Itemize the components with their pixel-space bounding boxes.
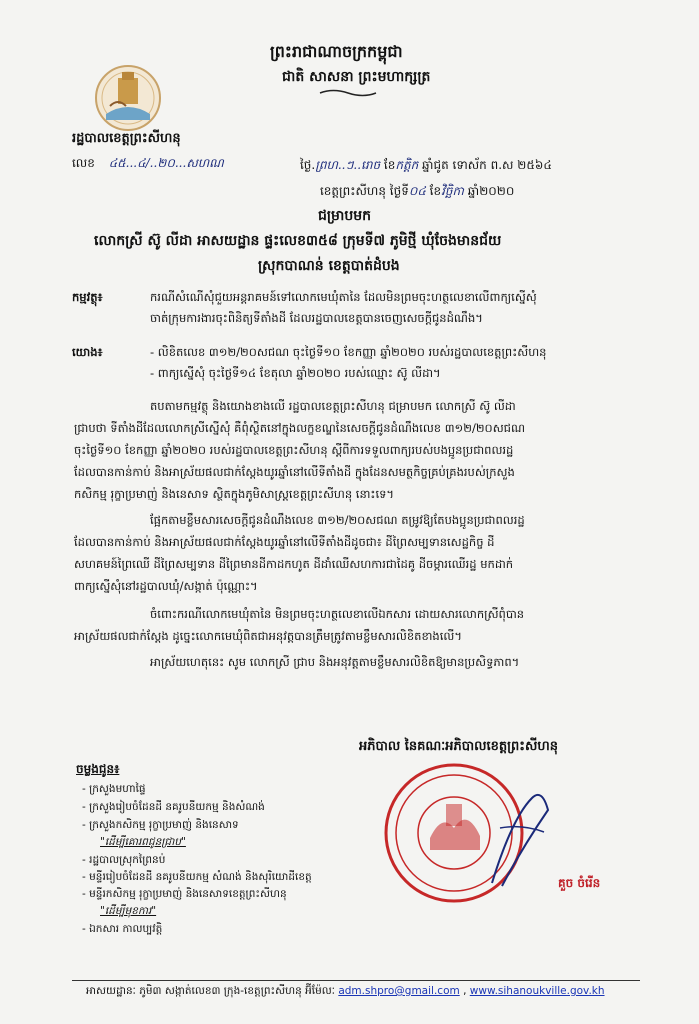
subject-line-1: ករណីសំណើសុំជួយអន្តរាគមន៍ទៅលោកមេឃុំតានៃ ដែលមិនព្រមចុះហត្ថលេខាលើពាក្យស្នើសុំ [150,290,537,304]
subject-label: កម្មវត្ថុ៖ [72,290,103,304]
footer-divider [72,980,640,981]
cc-item: - មន្ទីររៀបចំដែនដី នគរូបនីយកម្ម សំណង់ និងសុរិយោដីខេត្ត [82,871,312,883]
reference-label: យោង៖ [72,345,103,359]
national-motto: ជាតិ សាសនា ព្រះមហាក្សត្រ [282,69,431,85]
paragraph-4-line-1: អាស្រ័យហេតុនេះ សូម លោកស្រី ជ្រាប និងអនុវត្តតាមខ្លឹមសារលិខិតឱ្យមានប្រសិទ្ធភាព។ [150,655,520,669]
reference-line-1: - លិខិតលេខ ៣១២/២០សជណ ចុះថ្ងៃទី១០ ខែកញ្ញា ឆ្នាំ២០២០ របស់រដ្ឋបាលខេត្តព្រះសីហនុ [150,345,547,359]
cc-item: - រដ្ឋបាលស្រុកព្រៃនប់ [82,854,166,866]
lunar-date: ថ្ងៃ.ព្រហ..ៗ..រោច ខែកត្តិក ឆ្នាំជូត ទោស័ក ព.ស ២៥៦៤ [300,158,552,172]
reference-line-2: - ពាក្យស្នើសុំ ចុះថ្ងៃទី១៤ ខែតុលា ឆ្នាំ២០២០ របស់ឈ្មោះ ស៊ូ លីដា។ [150,366,441,380]
motto-ornament-icon [318,88,378,98]
footer-email-link[interactable]: adm.shpro@gmail.com [338,985,460,997]
footer-contact: អាសយដ្ឋានៈ ភូមិ៣ សង្កាត់លេខ៣ ក្រុង-ខេត្តព្រះសីហនុ អ៊ីម៉ែលៈ adm.shpro@gmail.com , www.sihanoukville.gov.kh [86,985,605,997]
footer-address: អាសយដ្ឋានៈ ភូមិ៣ សង្កាត់លេខ៣ ក្រុង-ខេត្តព្រះសីហនុ អ៊ីម៉ែលៈ [86,985,335,997]
footer-website-link[interactable]: www.sihanoukville.gov.kh [469,985,605,997]
recipient-line-2: ស្រុកបាណន់ ខេត្តបាត់ដំបង [258,258,400,274]
provincial-logo-icon [88,62,168,132]
paragraph-2-line-1: ផ្អែកតាមខ្លឹមសារសេចក្តីជូនដំណឹងលេខ ៣១២/២០សជណ តម្រូវឱ្យតែបងប្អូនប្រជាពលរដ្ឋ [150,513,525,527]
cc-item: - ក្រសួងកសិកម្ម រុក្ខាប្រមាញ់ និងនេសាទ [82,819,239,831]
paragraph-1-line-5: កសិកម្ម រុក្ខាប្រមាញ់ និងនេសាទ ស្ថិតក្នុងភូមិសាស្ត្រខេត្តព្រះសីហនុ នោះទេ។ [74,487,394,501]
paragraph-1-line-3: ចុះថ្ងៃទី១០ ខែកញ្ញា ឆ្នាំ២០២០ របស់រដ្ឋបាលខេត្តព្រះសីហនុ ស្តីពីការទទួលពាក្យរបស់បងប្អូនប្រជាពលរដ្ឋ [74,443,514,457]
cc-item: - ក្រសួងមហាផ្ទៃ [82,783,146,795]
cc-item: - មន្ទីរកសិកម្ម រុក្ខាប្រមាញ់ និងនេសាទខេត្តព្រះសីហនុ [82,888,287,900]
cc-heading: ចម្លងជូន៖ [76,762,120,776]
issuing-authority: រដ្ឋបាលខេត្តព្រះសីហនុ [72,131,181,146]
cc-item: - ឯកសារ កាលប្បវត្តិ [82,923,163,935]
official-seal-icon [372,758,562,908]
reference-number: លេខ ៤៥...៤/..២០...សហណ [72,156,224,170]
paragraph-2-line-3: សហគមន៍ព្រៃឈើ ដីព្រៃសម្បទាន ដីព្រៃមានដីកាដកហូត ដីដាំឈើសហការជាដៃគូ ដីចម្ការឈើរដ្ឋ មកដាក់ [74,557,514,571]
cc-item-note: "ដើម្បីគោរពជូនជ្រាប" [100,836,186,848]
subject-line-2: ចាត់ក្រុមការងារចុះពិនិត្យទីតាំងដី ដែលរដ្ឋបាលខេត្តបានចេញសេចក្តីជូនដំណឹង។ [150,311,483,325]
solar-date: ខេត្តព្រះសីហនុ ថ្ងៃទី០៤ ខែវិច្ឆិកា ឆ្នាំ២០២០ [320,184,515,198]
signatory-title: អភិបាល នៃគណៈអភិបាលខេត្តព្រះសីហនុ [359,739,558,754]
recipient-heading: ជម្រាបមក [318,208,372,224]
paragraph-1-line-1: តបតាមកម្មវត្ថុ និងយោងខាងលើ រដ្ឋបាលខេត្តព្រះសីហនុ ជម្រាបមក លោកស្រី ស៊ូ លីដា [150,399,516,413]
paragraph-1-line-2: ជ្រាបថា ទីតាំងដីដែលលោកស្រីស្នើសុំ គឺពុំស្ថិតនៅក្នុងលក្ខខណ្ឌនៃសេចក្តីជូនដំណឹងលេខ ៣១២/២០សជណ [74,421,525,435]
paragraph-2-line-4: ពាក្យស្នើសុំនៅរដ្ឋបាលឃុំ/សង្កាត់ ប៉ុណ្ណោះ។ [74,579,258,593]
cc-item-note: "ដើម្បីមុខការ" [100,905,157,917]
recipient-line-1: លោកស្រី ស៊ូ លីដា អាសយដ្ឋាន ផ្ទះលេខ៣៥៨ ក្រុមទី៧ ភូមិថ្មី ឃុំចែងមានជ័យ [94,233,502,249]
signer-name: គួច ចំរើន [558,876,601,890]
paragraph-1-line-4: ដែលបានកាន់កាប់ និងអាស្រ័យផលជាក់ស្តែងយូរឆ្នាំនៅលើទីតាំងដី ក្នុងដែនសមត្ថកិច្ចគ្រប់គ្រងរបស់ក្រសួង [74,465,515,479]
cc-item: - ក្រសួងរៀបចំដែនដី នគរូបនីយកម្ម និងសំណង់ [82,801,265,813]
kingdom-heading: ព្រះរាជាណាចក្រកម្ពុជា [270,42,403,61]
paragraph-2-line-2: ដែលបានកាន់កាប់ និងអាស្រ័យផលជាក់ស្តែងយូរឆ្នាំនៅលើទីតាំងដីដូចជា៖ ដីព្រៃសម្បទានសេដ្ឋកិច្ច ដី [74,535,495,549]
paragraph-3-line-1: ចំពោះករណីលោកមេឃុំតានៃ មិនព្រមចុះហត្ថលេខាលើឯកសារ ដោយសារលោកស្រីពុំបាន [150,607,525,621]
paragraph-3-line-2: អាស្រ័យផលជាក់ស្តែង ដូច្នេះលោកមេឃុំពិតជាអនុវត្តបានត្រឹមត្រូវតាមខ្លឹមសារលិខិតខាងលើ។ [74,629,462,643]
